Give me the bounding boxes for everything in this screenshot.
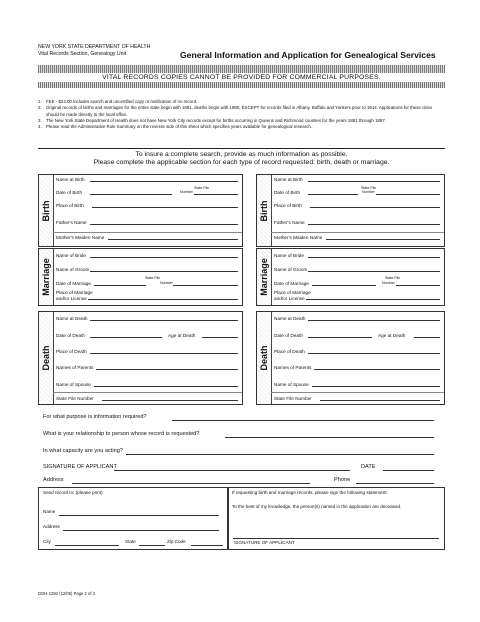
signature-label: SIGNATURE OF APPLICANT xyxy=(43,464,117,470)
death-spouse-field[interactable]: Name of Spouse xyxy=(274,380,440,389)
agency-line-1: NEW YORK STATE DEPARTMENT OF HEALTH xyxy=(38,44,151,50)
phone-field[interactable] xyxy=(356,483,434,484)
send-state-label: State xyxy=(125,539,136,544)
relationship-label: What is your relationship to person whose record is requested? xyxy=(43,431,200,437)
send-record-box xyxy=(38,487,228,550)
phone-label: Phone xyxy=(334,477,351,483)
death-date-field[interactable]: Date of Death Age at Death xyxy=(56,331,238,340)
send-name-label: Name xyxy=(43,509,56,514)
consent-text-1: If requesting birth and marriage records, please sign the following statement: xyxy=(232,490,388,495)
death-file-field[interactable]: State File Number xyxy=(56,394,238,403)
send-zip-field[interactable] xyxy=(191,545,223,546)
birth-mother-field[interactable]: Mother's Maiden Name xyxy=(274,233,440,242)
birth-place-field[interactable]: Place of Birth xyxy=(56,201,238,210)
birth-section-left xyxy=(38,174,243,247)
instructions-line-2: Please complete the applicable section for each type of record requested: birth, death or marriage. xyxy=(93,159,390,166)
death-name-field[interactable]: Name at Death xyxy=(56,314,238,323)
death-file-field[interactable]: State File Number xyxy=(274,394,440,403)
send-state-field[interactable] xyxy=(139,545,165,546)
state-file-label: State File xyxy=(194,186,210,190)
birth-date-field[interactable]: Date of Birth Number xyxy=(274,188,440,197)
death-date-field[interactable]: Date of Death Age at Death xyxy=(274,331,440,340)
birth-name-field[interactable]: Name at Birth xyxy=(274,175,440,184)
death-place-field[interactable]: Place of Death xyxy=(274,347,440,356)
death-place-field[interactable]: Place of Death xyxy=(56,347,238,356)
marriage-date-field[interactable]: Date of Marriage Number xyxy=(56,279,238,288)
address-field[interactable] xyxy=(72,483,310,484)
instructions-line-1: To insure a complete search, provide as much information as possible. xyxy=(135,151,348,158)
send-city-field[interactable] xyxy=(55,545,119,546)
agency-line-2: Vital Records Section, Genealogy Unit xyxy=(38,51,127,57)
death-side-label: Death xyxy=(257,312,272,404)
birth-date-field[interactable]: Date of Birth Number xyxy=(56,188,238,197)
purpose-label: For what purpose is information required? xyxy=(43,414,147,420)
send-address-label: Address xyxy=(43,524,60,529)
form-title: General Information and Application for Genealogical Services xyxy=(180,50,436,60)
marriage-bride-field[interactable]: Name of Bride xyxy=(56,251,238,260)
note-item: 4. Please read the Administrative Rule Summary on the reverse side of this sheet which specifies years available for genealogical research. xyxy=(38,124,313,130)
death-side-label: Death xyxy=(39,312,54,404)
birth-side-label: Birth xyxy=(39,175,54,246)
note-item: 2. Original records of births and marriages for the entire state begin with 1881, deaths begin with 1880, EXCEPT for records filed in Albany, Buffalo and Yonkers prior to 1914. Applications for these cities should be made directly to the local office. xyxy=(38,105,433,117)
send-address-field[interactable] xyxy=(63,530,219,531)
state-file-label: State File xyxy=(145,276,161,280)
birth-section-right xyxy=(256,174,445,247)
birth-name-field[interactable]: Name at Birth xyxy=(56,175,238,184)
marriage-side-label: Marriage xyxy=(257,249,272,305)
birth-father-field[interactable]: Father's Name xyxy=(274,218,440,227)
death-parents-field[interactable]: Names of Parents xyxy=(56,363,238,372)
signature-field[interactable] xyxy=(114,470,350,471)
marriage-side-label: Marriage xyxy=(39,249,54,305)
marriage-section-right xyxy=(256,248,445,306)
date-label: DATE xyxy=(361,464,376,470)
state-file-label: State File xyxy=(385,276,401,280)
marriage-place-label: Place of Marriage xyxy=(274,290,311,295)
state-file-label: State File xyxy=(361,186,377,190)
death-parents-field[interactable]: Names of Parents xyxy=(274,363,440,372)
divider xyxy=(38,148,445,149)
relationship-field[interactable] xyxy=(225,437,434,438)
deceased-consent-box xyxy=(228,487,445,550)
address-label: Address xyxy=(43,477,64,483)
form-number: DOH-1294 (12/05) Page 2 of 2 xyxy=(38,591,96,596)
header-band xyxy=(38,65,445,73)
birth-side-label: Birth xyxy=(257,175,272,246)
marriage-bride-field[interactable]: Name of Bride xyxy=(274,251,440,260)
general-notes xyxy=(38,99,445,130)
capacity-label: In what capacity are you acting? xyxy=(43,448,123,454)
marriage-section-left xyxy=(38,248,243,306)
send-heading: Send record to: (please print) xyxy=(43,490,103,495)
birth-place-field[interactable]: Place of Birth xyxy=(274,201,440,210)
consent-text-2: To the best of my knowledge, the person(s) named in the application are deceased. xyxy=(232,504,402,509)
marriage-place-field[interactable]: and/or License xyxy=(274,295,440,302)
agency-name xyxy=(38,44,150,58)
marriage-place-field[interactable]: and/or License xyxy=(56,295,238,302)
death-section-left xyxy=(38,311,243,405)
birth-father-field[interactable]: Father's Name xyxy=(56,218,238,227)
send-city-label: City xyxy=(43,539,51,544)
purpose-field[interactable] xyxy=(172,420,434,421)
capacity-field[interactable] xyxy=(126,454,434,455)
commercial-notice: VITAL RECORDS COPIES CANNOT BE PROVIDED FOR COMMERCIAL PURPOSES. xyxy=(102,74,381,81)
notice-band xyxy=(38,82,445,88)
consent-signature-field[interactable] xyxy=(233,538,439,539)
marriage-place-label: Place of Marriage xyxy=(56,290,93,295)
marriage-groom-field[interactable]: Name of Groom xyxy=(56,265,238,274)
send-name-field[interactable] xyxy=(59,515,219,516)
note-item: 3. The New York State Department of Health does not have New York City records except for births occurring in Queens and Richmond counties for the years 1881 through 1897. xyxy=(38,117,386,123)
note-item: 1. FEE - $22.00 includes search and uncertified copy or notification of no record. xyxy=(38,99,198,104)
marriage-groom-field[interactable]: Name of Groom xyxy=(274,265,440,274)
death-section-right xyxy=(256,311,445,405)
send-zip-label: Zip Code xyxy=(167,539,186,544)
marriage-date-field[interactable]: Date of Marriage Number xyxy=(274,279,440,288)
birth-mother-field[interactable]: Mother's Maiden Name xyxy=(56,233,238,242)
death-name-field[interactable]: Name at Death xyxy=(274,314,440,323)
consent-signature-label: SIGNATURE OF APPLICANT xyxy=(234,540,295,545)
death-spouse-field[interactable]: Name of Spouse xyxy=(56,380,238,389)
date-field[interactable] xyxy=(383,470,434,471)
